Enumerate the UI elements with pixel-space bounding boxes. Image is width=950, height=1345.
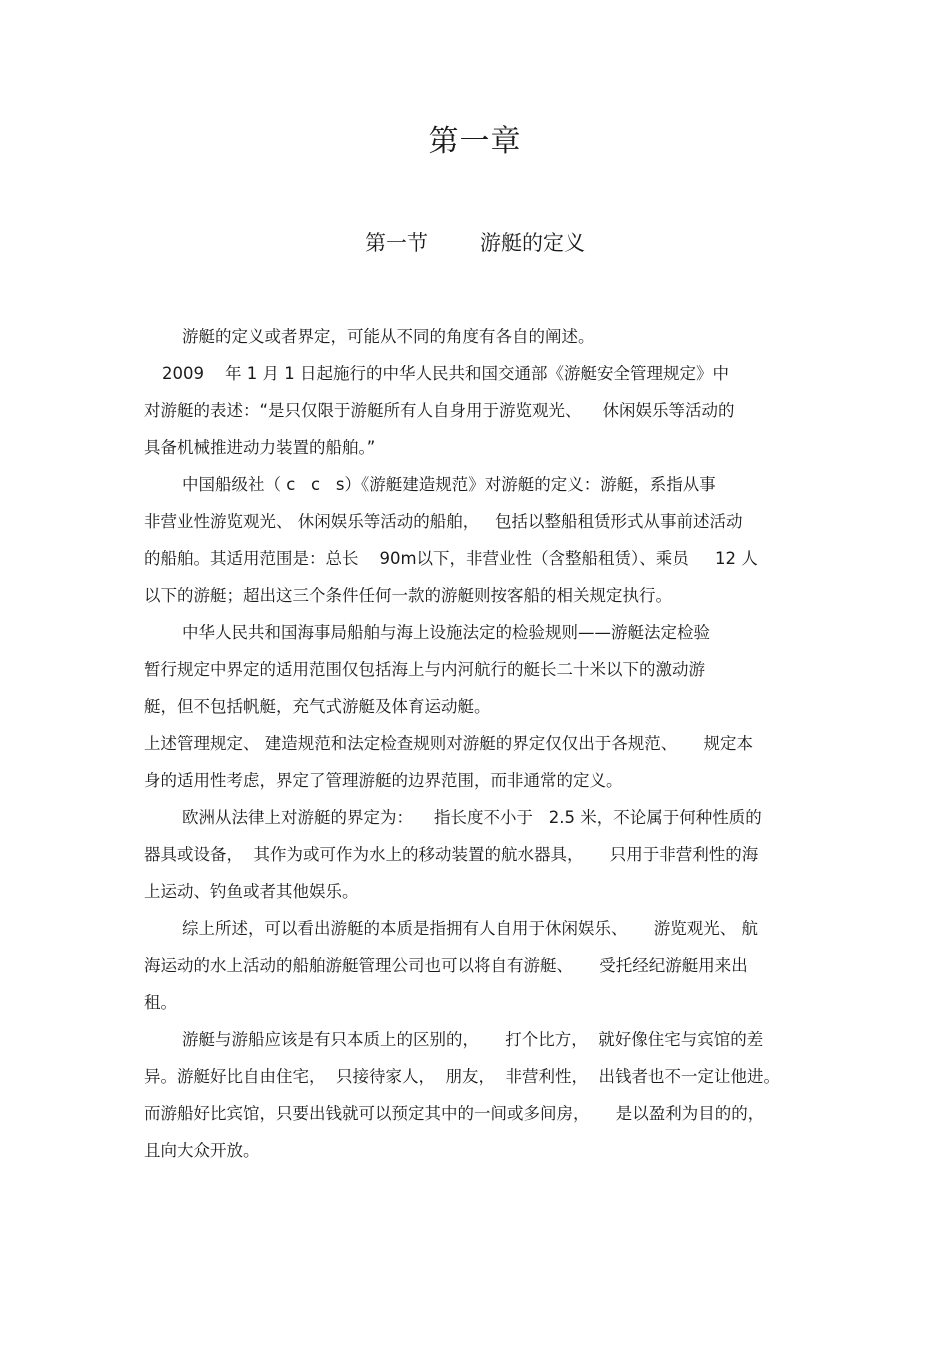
text-line: 艇，但不包括帆艇，充气式游艇及体育运动艇。	[144, 697, 491, 716]
section-number: 第一节	[365, 231, 428, 255]
section-title: 游艇的定义	[480, 231, 585, 255]
text-line: 对游艇的表述：“是只仅限于游艇所有人自身用于游览观光、 休闲娱乐等活动的	[144, 401, 735, 420]
text-line: 中华人民共和国海事局船舶与海上设施法定的检验规则——游艇法定检验	[182, 623, 710, 642]
body-text	[144, 318, 808, 1169]
text-line: 2009 年 1 月 1 日起施行的中华人民共和国交通部《游艇安全管理规定》中	[162, 364, 729, 383]
text-line: 租。	[144, 993, 177, 1012]
text-line: 而游船好比宾馆，只要出钱就可以预定其中的一间或多间房， 是以盈利为目的的，	[144, 1104, 765, 1123]
text-line: 上运动、钓鱼或者其他娱乐。	[144, 882, 359, 901]
text-line: 且向大众开放。	[144, 1141, 260, 1160]
text-line: 综上所述，可以看出游艇的本质是指拥有人自用于休闲娱乐、 游览观光、 航	[182, 919, 758, 938]
text-line: 游艇与游船应该是有只本质上的区别的， 打个比方， 就好像住宅与宾馆的差	[182, 1030, 764, 1049]
chapter-title: 第一章	[428, 124, 522, 159]
text-line: 海运动的水上活动的船舶游艇管理公司也可以将自有游艇、 受托经纪游艇用来出	[144, 956, 748, 975]
text-line: 中国船级社（ c c s）《游艇建造规范》对游艇的定义：游艇，系指从事	[182, 475, 716, 494]
text-line: 非营业性游览观光、 休闲娱乐等活动的船舶， 包括以整船租赁形式从事前述活动	[144, 512, 743, 531]
section-heading	[0, 228, 950, 258]
text-line: 器具或设备， 其作为或可作为水上的移动装置的航水器具， 只用于非营利性的海	[144, 845, 759, 864]
text-line: 欧洲从法律上对游艇的界定为： 指长度不小于 2.5 米，不论属于何种性质的	[182, 808, 762, 827]
text-line: 身的适用性考虑，界定了管理游艇的边界范围，而非通常的定义。	[144, 771, 623, 790]
text-line: 上述管理规定、 建造规范和法定检查规则对游艇的界定仅仅出于各规范、 规定本	[144, 734, 753, 753]
text-line: 以下的游艇；超出这三个条件任何一款的游艇则按客船的相关规定执行。	[144, 586, 672, 605]
text-line: 游艇的定义或者界定，可能从不同的角度有各自的阐述。	[182, 327, 595, 346]
text-line: 异。游艇好比自由住宅， 只接待家人， 朋友， 非营利性， 出钱者也不一定让他进。	[144, 1067, 780, 1086]
text-line: 的船舶。其适用范围是：总长 90m以下，非营业性（含整船租赁）、乘员 12 人	[144, 549, 758, 568]
text-line: 暂行规定中界定的适用范围仅包括海上与内河航行的艇长二十米以下的激动游	[144, 660, 705, 679]
text-line: 具备机械推进动力装置的船舶。”	[144, 438, 376, 457]
